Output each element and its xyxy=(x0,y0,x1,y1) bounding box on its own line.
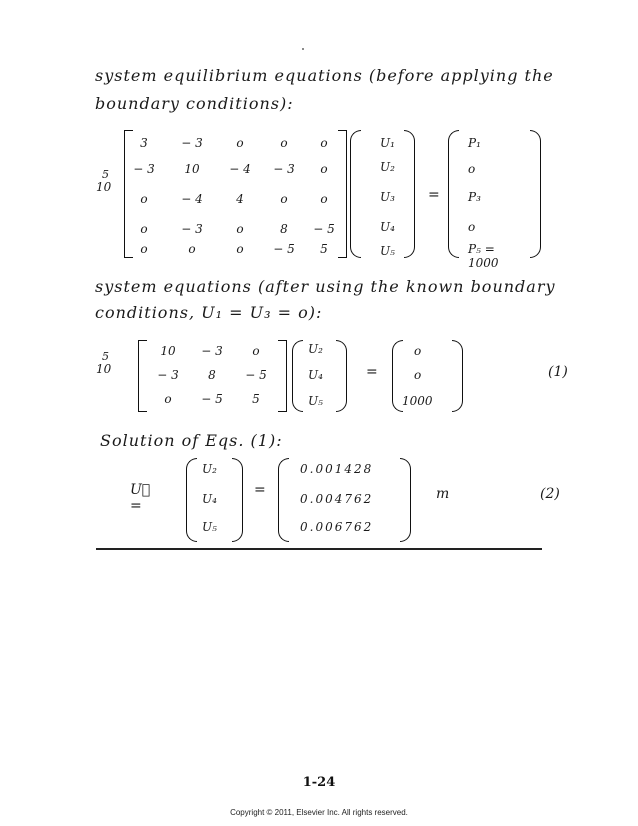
matrix-cell: − 4 xyxy=(181,192,203,206)
matrix2-right-bracket xyxy=(278,340,287,412)
scale-exponent: 5 xyxy=(102,168,109,181)
scale-base-2: 10 xyxy=(96,362,112,376)
equation-label-1: (1) xyxy=(548,364,568,380)
displacement-vector-lhs: U⃗ = xyxy=(130,482,151,514)
sol-u-right-brace xyxy=(232,458,243,542)
heading-solution: Solution of Eqs. (1): xyxy=(100,431,283,450)
p2-vector-entry: 1000 xyxy=(402,394,433,408)
u-vector-entry: U₃ xyxy=(380,190,395,204)
section-divider xyxy=(96,548,542,550)
matrix-cell: o xyxy=(236,222,244,236)
heading-equilibrium-line1: system equilibrium equations (before applying the xyxy=(95,66,554,85)
matrix2-cell: 8 xyxy=(208,368,216,382)
u2-vector-entry: U₅ xyxy=(308,394,323,408)
sol-value-entry: 0.006762 xyxy=(300,520,374,534)
sol-u-entry: U₅ xyxy=(202,520,217,534)
matrix2-cell: − 3 xyxy=(201,344,223,358)
matrix-cell: o xyxy=(188,242,196,256)
u2-vector-left-brace xyxy=(292,340,303,412)
p-vector-left-brace xyxy=(448,130,459,258)
matrix-cell: o xyxy=(236,136,244,150)
copyright-notice: Copyright © 2011, Elsevier Inc. All rights reserved. xyxy=(230,808,408,817)
matrix-cell: 8 xyxy=(280,222,288,236)
page-number: 1-24 xyxy=(302,775,336,790)
matrix-cell: o xyxy=(320,162,328,176)
p-vector-entry: P₃ xyxy=(468,190,481,204)
equation-label-2: (2) xyxy=(540,486,560,502)
sol-u-entry: U₄ xyxy=(202,492,217,506)
matrix2-cell: o xyxy=(252,344,260,358)
matrix2-cell: − 3 xyxy=(157,368,179,382)
equals-sign-2: = xyxy=(366,364,378,380)
matrix2-left-bracket xyxy=(138,340,147,412)
u-vector-entry: U₄ xyxy=(380,220,395,234)
matrix-cell: o xyxy=(140,222,148,236)
matrix-cell: o xyxy=(140,192,148,206)
matrix-cell: o xyxy=(140,242,148,256)
matrix-cell: 10 xyxy=(184,162,200,176)
matrix2-cell: − 5 xyxy=(245,368,267,382)
matrix-cell: 4 xyxy=(236,192,244,206)
matrix-cell: − 3 xyxy=(273,162,295,176)
matrix2-cell: 10 xyxy=(160,344,176,358)
sol-value-entry: 0.004762 xyxy=(300,492,374,506)
p2-vector-entry: o xyxy=(414,368,422,382)
sol-val-right-brace xyxy=(400,458,411,542)
heading-system-line1: system equations (after using the known boundary xyxy=(95,277,556,296)
matrix-cell: − 3 xyxy=(181,222,203,236)
matrix-cell: − 5 xyxy=(313,222,335,236)
matrix-cell: 3 xyxy=(140,136,148,150)
p2-vector-entry: o xyxy=(414,344,422,358)
u-vector-left-brace xyxy=(350,130,361,258)
matrix2-cell: − 5 xyxy=(201,392,223,406)
equals-sign-1: = xyxy=(428,187,440,203)
p-vector-right-brace xyxy=(530,130,541,258)
matrix-cell: − 3 xyxy=(133,162,155,176)
matrix-cell: o xyxy=(280,136,288,150)
matrix-cell: o xyxy=(236,242,244,256)
u-vector-right-brace xyxy=(404,130,415,258)
u2-vector-entry: U₂ xyxy=(308,342,323,356)
heading-equilibrium-line2: boundary conditions): xyxy=(95,94,294,113)
scale-factor-2 xyxy=(96,350,112,376)
matrix-cell: o xyxy=(320,192,328,206)
u-vector-entry: U₅ xyxy=(380,244,395,258)
matrix-cell: − 3 xyxy=(181,136,203,150)
heading-system-line2: conditions, U₁ = U₃ = o): xyxy=(95,303,323,322)
u2-vector-entry: U₄ xyxy=(308,368,323,382)
matrix2-cell: 5 xyxy=(252,392,260,406)
matrix-cell: o xyxy=(320,136,328,150)
p2-vector-right-brace xyxy=(452,340,463,412)
p-vector-entry: P₁ xyxy=(468,136,481,150)
scale-factor xyxy=(96,168,112,194)
matrix-cell: o xyxy=(280,192,288,206)
sol-u-entry: U₂ xyxy=(202,462,217,476)
u-vector-entry: U₂ xyxy=(380,160,395,174)
p-vector-entry: P₅ = 1000 xyxy=(468,242,499,270)
p-vector-entry: o xyxy=(468,162,476,176)
sol-value-entry: 0.001428 xyxy=(300,462,374,476)
u-vector-entry: U₁ xyxy=(380,136,395,150)
equals-sign-3: = xyxy=(254,482,266,498)
scale-exponent-2: 5 xyxy=(102,350,109,363)
matrix-cell: 5 xyxy=(320,242,328,256)
p-vector-entry: o xyxy=(468,220,476,234)
u2-vector-right-brace xyxy=(336,340,347,412)
matrix-cell: − 4 xyxy=(229,162,251,176)
sol-val-left-brace xyxy=(278,458,289,542)
sol-u-left-brace xyxy=(186,458,197,542)
speck xyxy=(302,48,304,50)
unit-label: m xyxy=(436,486,450,502)
matrix-cell: − 5 xyxy=(273,242,295,256)
matrix2-cell: o xyxy=(164,392,172,406)
scale-base: 10 xyxy=(96,180,112,194)
